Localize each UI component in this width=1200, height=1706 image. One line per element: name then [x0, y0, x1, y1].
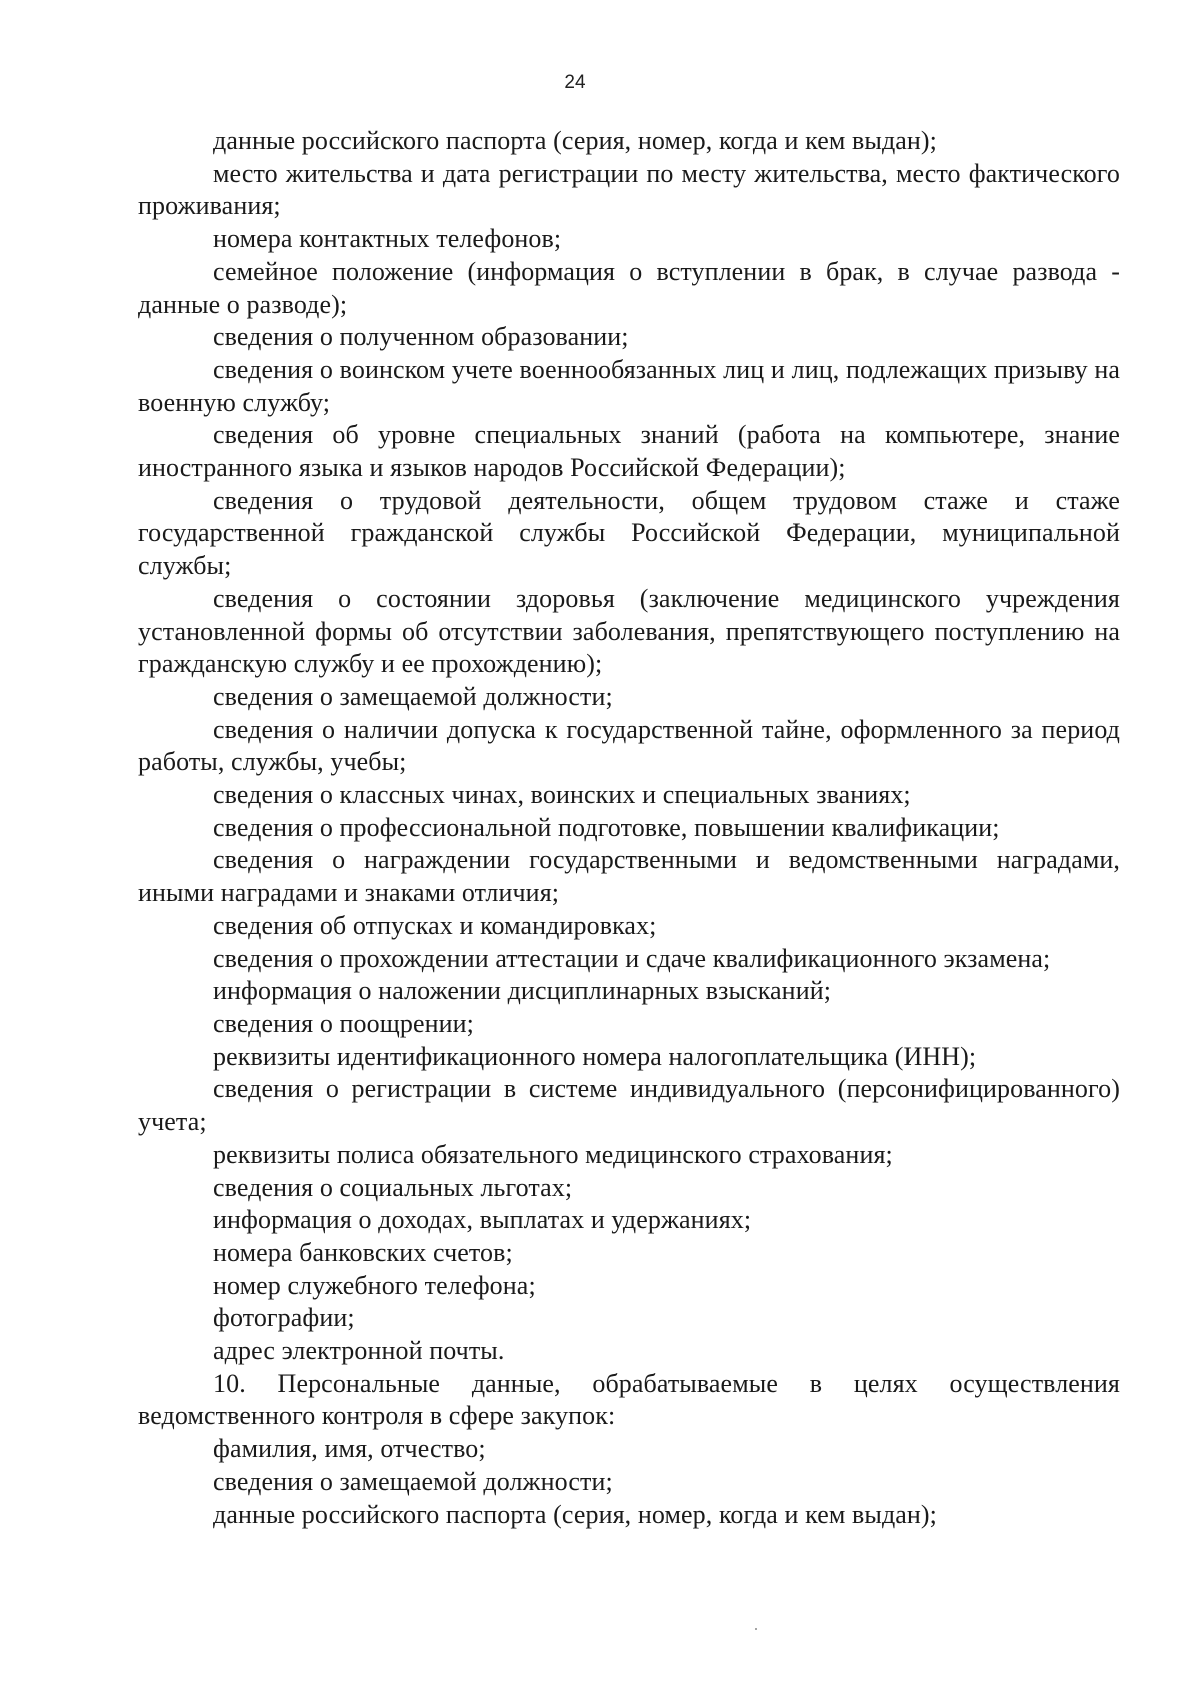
paragraph: реквизиты идентификационного номера налогоплательщика (ИНН); [213, 1041, 977, 1071]
paragraph: сведения о награждении государственными и ведомственными наградами, иными наградами и знаками отличия; [138, 845, 1120, 908]
document-body [138, 125, 1120, 1531]
paragraph: сведения об уровне специальных знаний (работа на компьютере, знание иностранного языка и языков народов Российской Федерации); [138, 420, 1120, 483]
paragraph: сведения о замещаемой должности; [213, 1466, 613, 1496]
paragraph: сведения о состоянии здоровья (заключение медицинского учреждения установленной формы об отсутствии заболевания, препятствующего поступлению на гражданскую службу и ее прохождению); [138, 583, 1120, 679]
paragraph: сведения о трудовой деятельности, общем трудовом стаже и стаже государственной гражданской службы Российской Федерации, муниципальной службы; [138, 485, 1120, 581]
paragraph: фотографии; [213, 1303, 355, 1333]
paragraph: данные российского паспорта (серия, номер, когда и кем выдан); [213, 1499, 938, 1529]
paragraph: сведения о наличии допуска к государственной тайне, оформленного за период работы, службы, учебы; [138, 714, 1120, 777]
paragraph: сведения о социальных льготах; [213, 1172, 573, 1202]
paragraph: сведения о прохождении аттестации и сдаче квалификационного экзамена; [213, 943, 1051, 973]
paragraph: семейное положение (информация о вступлении в брак, в случае развода - данные о разводе); [138, 256, 1120, 319]
page-number: 24 [564, 72, 586, 93]
paragraph: сведения о воинском учете военнообязанных лиц и лиц, подлежащих призыву на военную службу; [138, 354, 1120, 417]
paragraph: сведения о поощрении; [213, 1008, 474, 1038]
paragraph: адрес электронной почты. [213, 1336, 505, 1366]
paragraph: номер служебного телефона; [213, 1270, 536, 1300]
paragraph: данные российского паспорта (серия, номер, когда и кем выдан); [213, 126, 938, 155]
paragraph: место жительства и дата регистрации по месту жительства, место фактического проживания; [138, 158, 1120, 221]
paragraph: сведения о полученном образовании; [213, 322, 629, 352]
paragraph: 10. Персональные данные, обрабатываемые в целях осуществления ведомственного контроля в сфере закупок: [138, 1368, 1120, 1431]
paragraph: сведения о профессиональной подготовке, повышении квалификации; [213, 812, 1000, 842]
paragraph: сведения о классных чинах, воинских и специальных званиях; [213, 780, 911, 810]
paragraph: сведения о замещаемой должности; [213, 681, 613, 711]
paragraph: сведения о регистрации в системе индивидуального (персонифицированного) учета; [138, 1074, 1120, 1137]
scan-speck [755, 1628, 757, 1630]
paragraph: номера контактных телефонов; [213, 224, 562, 254]
paragraph: информация о доходах, выплатах и удержаниях; [213, 1205, 752, 1235]
paragraph: реквизиты полиса обязательного медицинского страхования; [213, 1139, 893, 1169]
paragraph: номера банковских счетов; [213, 1237, 513, 1267]
paragraph: фамилия, имя, отчество; [213, 1434, 486, 1464]
paragraph: сведения об отпусках и командировках; [213, 910, 657, 940]
paragraph: информация о наложении дисциплинарных взысканий; [213, 976, 832, 1006]
